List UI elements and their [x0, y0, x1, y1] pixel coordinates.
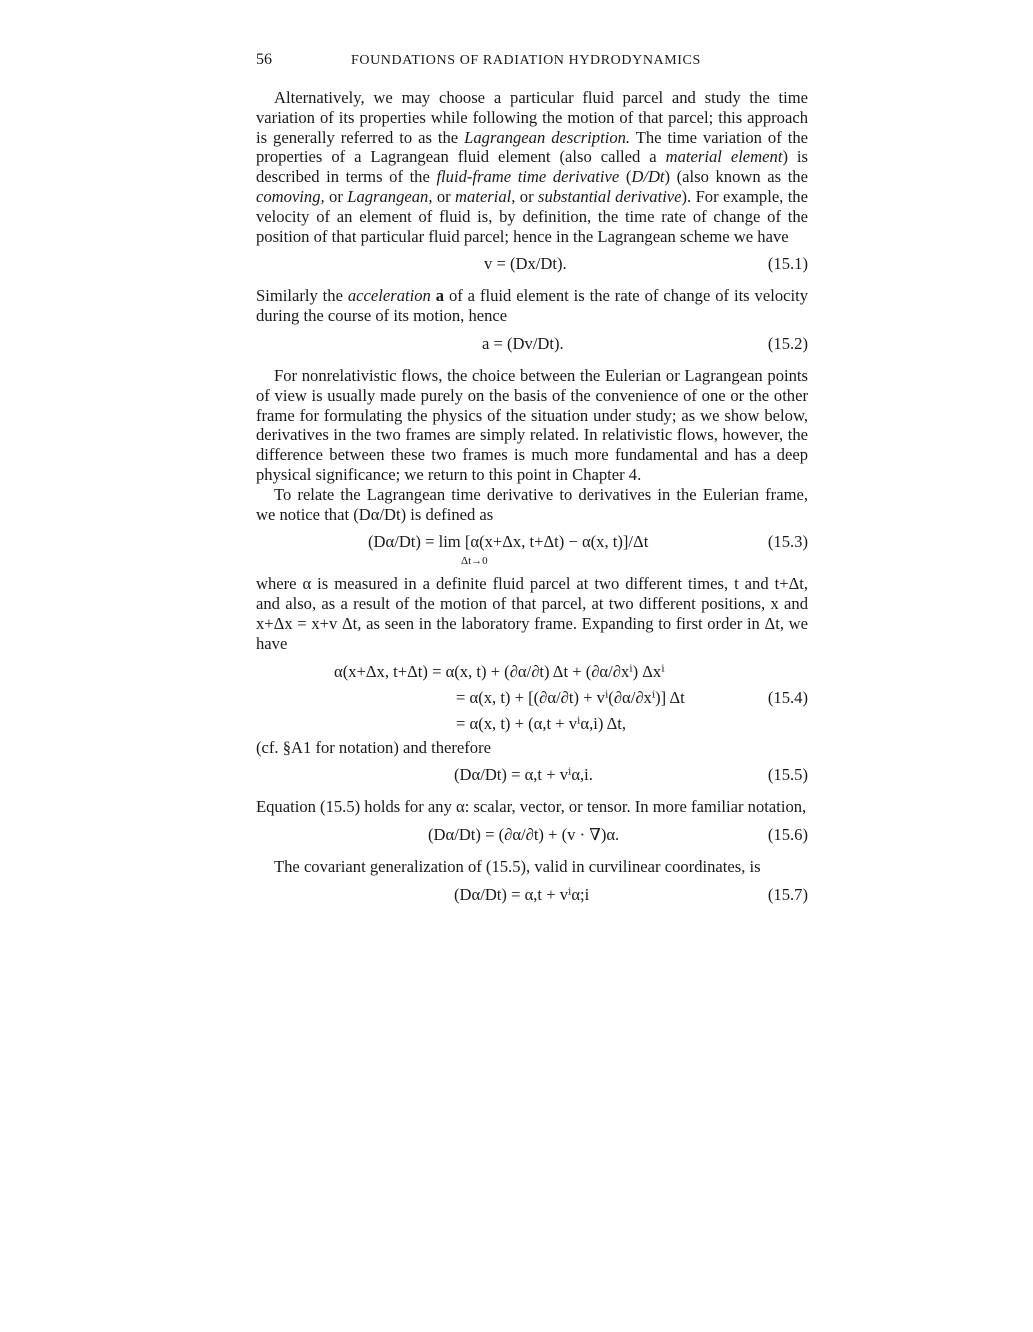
equation-line-3: = α(x, t) + (α,t + vⁱα,i) Δt,: [456, 713, 627, 733]
page-number: 56: [256, 51, 272, 68]
page-header: [256, 50, 816, 71]
paragraph-cf: (cf. §A1 for notation) and therefore: [256, 737, 491, 757]
equation-number: (15.2): [767, 333, 808, 353]
limit-subscript: Δt→0: [461, 555, 488, 568]
equation-number: (15.1): [767, 254, 808, 274]
paragraph-relate: To relate the Lagrangean time derivative to derivatives in the Eulerian frame, we notice that (Dα/Dt) is defined as: [256, 484, 808, 524]
equation-number: (15.7): [767, 884, 808, 904]
page-body: [256, 88, 808, 917]
equation-15-3: [256, 528, 808, 568]
equation-formula: a = (Dv/Dt).: [482, 333, 564, 353]
paragraph-where: where α is measured in a definite fluid parcel at two different times, t and t+Δt, and also, as a result of the motion of that parcel, at two different positions, x and x+Δx = x+v Δt, as seen in the laboratory frame. Expanding to first order in Δt, we have: [256, 574, 808, 653]
equation-15-6: [256, 821, 808, 851]
equation-15-5: [256, 761, 808, 791]
equation-line-2: = α(x, t) + [(∂α/∂t) + vⁱ(∂α/∂xⁱ)] Δt: [456, 687, 685, 707]
equation-line-1: α(x+Δx, t+Δt) = α(x, t) + (∂α/∂t) Δt + (∂α/∂xⁱ) Δxⁱ: [334, 661, 665, 681]
equation-number: (15.5): [767, 765, 808, 785]
paragraph-acceleration: Similarly the acceleration a of a fluid element is the rate of change of its velocity during the course of its motion, hence: [256, 286, 809, 326]
paragraph-equation-holds: Equation (15.5) holds for any α: scalar, vector, or tensor. In more familiar notation,: [256, 797, 807, 817]
equation-15-1: [256, 250, 808, 280]
paragraph-lagrangean: Alternatively, we may choose a particular fluid parcel and study the time variation of its properties while following the motion of that parcel; this approach is generally referred to as the Lagrangean description. The time variation of the properties of a Lagrangean fluid element (also called a material element) is described in terms of the fluid-frame time derivative (D/Dt) (also known as the comoving, or Lagrangean, or material, or substantial derivative). For example, the velocity of an element of fluid is, by definition, the time rate of change of the position of that particular fluid parcel; hence in the Lagrangean scheme we have: [256, 88, 808, 246]
equation-15-7: [256, 881, 808, 911]
paragraph-covariant: The covariant generalization of (15.5), valid in curvilinear coordinates, is: [274, 857, 761, 877]
equation-number: (15.4): [767, 687, 808, 707]
equation-number: (15.3): [767, 532, 808, 552]
equation-formula: (Dα/Dt) = α,t + vⁱα,i.: [454, 765, 593, 785]
equation-formula: (Dα/Dt) = (∂α/∂t) + (v · ∇)α.: [428, 825, 620, 845]
equation-15-2: [256, 330, 808, 360]
equation-number: (15.6): [767, 825, 808, 845]
equation-formula: (Dα/Dt) = α,t + vⁱα;i: [454, 884, 590, 904]
paragraph-nonrelativistic: For nonrelativistic flows, the choice between the Eulerian or Lagrangean points of view is usually made purely on the basis of the convenience of one or the other frame for formulating the physics of the situation under study; as we show below, derivatives in the two frames are simply related. In relativistic flows, however, the difference between these two frames is much more fundamental and has a deep physical significance; we return to this point in Chapter 4.: [256, 365, 808, 484]
equation-15-4: [256, 662, 808, 734]
equation-formula: v = (Dx/Dt).: [484, 254, 567, 274]
equation-formula: (Dα/Dt) = lim [α(x+Δx, t+Δt) − α(x, t)]/Δt: [368, 532, 649, 552]
running-title: FOUNDATIONS OF RADIATION HYDRODYNAMICS: [351, 53, 701, 68]
